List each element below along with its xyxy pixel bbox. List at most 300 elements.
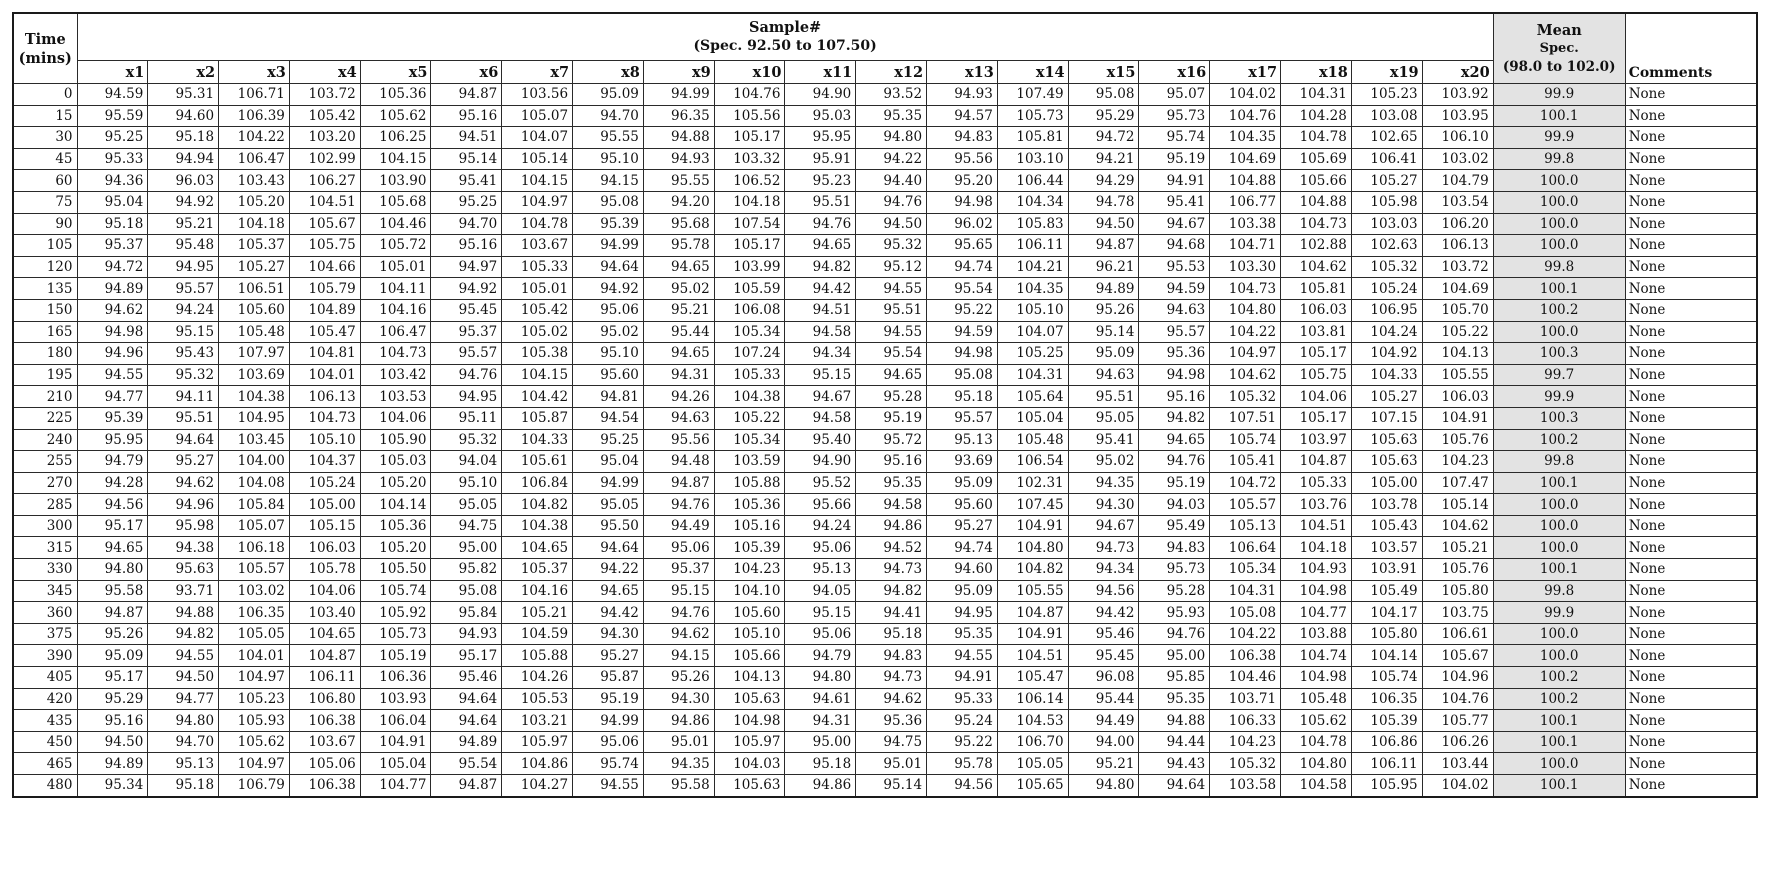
- mean-title: Mean: [1536, 21, 1582, 39]
- sample-value-cell: 94.55: [856, 278, 927, 300]
- sample-value-cell: 94.80: [856, 127, 927, 149]
- sample-value-cell: 104.87: [1281, 451, 1352, 473]
- sample-column-header: x16: [1139, 61, 1210, 84]
- sample-column-header: x1: [77, 61, 148, 84]
- sample-column-header: x6: [431, 61, 502, 84]
- sample-value-cell: 94.55: [856, 321, 927, 343]
- sample-value-cell: 94.98: [1139, 364, 1210, 386]
- sample-value-cell: 105.73: [360, 623, 431, 645]
- sample-value-cell: 105.13: [1210, 515, 1281, 537]
- sample-value-cell: 94.21: [1068, 148, 1139, 170]
- sample-column-header: x7: [502, 61, 573, 84]
- sample-value-cell: 94.65: [1139, 429, 1210, 451]
- sample-value-cell: 94.95: [148, 256, 219, 278]
- sample-value-cell: 95.27: [573, 645, 644, 667]
- sample-value-cell: 95.09: [1068, 343, 1139, 365]
- sample-value-cell: 95.45: [1068, 645, 1139, 667]
- sample-value-cell: 94.74: [927, 537, 998, 559]
- table-row: [13, 667, 1757, 689]
- sample-value-cell: 95.00: [785, 731, 856, 753]
- sample-value-cell: 106.38: [289, 775, 360, 797]
- sample-value-cell: 94.76: [1139, 451, 1210, 473]
- comment-cell: None: [1625, 364, 1757, 386]
- sample-value-cell: 105.32: [1210, 386, 1281, 408]
- sample-value-cell: 105.47: [289, 321, 360, 343]
- sample-value-cell: 105.42: [502, 299, 573, 321]
- sample-value-cell: 103.03: [1351, 213, 1422, 235]
- mean-cell: 100.0: [1493, 515, 1625, 537]
- sample-value-cell: 95.18: [927, 386, 998, 408]
- sample-value-cell: 105.76: [1422, 429, 1493, 451]
- sample-value-cell: 105.75: [1281, 364, 1352, 386]
- sample-value-cell: 95.72: [856, 429, 927, 451]
- table-row: [13, 451, 1757, 473]
- sample-value-cell: 104.97: [219, 753, 290, 775]
- sample-value-cell: 105.23: [219, 688, 290, 710]
- sample-value-cell: 103.44: [1422, 753, 1493, 775]
- sample-value-cell: 105.88: [714, 472, 785, 494]
- sample-value-cell: 94.49: [643, 515, 714, 537]
- sample-value-cell: 105.17: [714, 127, 785, 149]
- sample-value-cell: 105.93: [219, 710, 290, 732]
- sample-value-cell: 95.13: [148, 753, 219, 775]
- sample-value-cell: 105.07: [502, 105, 573, 127]
- sample-value-cell: 105.20: [360, 537, 431, 559]
- sample-value-cell: 95.10: [573, 343, 644, 365]
- sample-value-cell: 95.15: [643, 580, 714, 602]
- sample-value-cell: 103.30: [1210, 256, 1281, 278]
- sample-value-cell: 94.76: [431, 364, 502, 386]
- sample-value-cell: 104.66: [289, 256, 360, 278]
- sample-value-cell: 95.49: [1139, 515, 1210, 537]
- sample-value-cell: 95.19: [573, 688, 644, 710]
- sample-value-cell: 95.10: [431, 472, 502, 494]
- sample-value-cell: 95.60: [927, 494, 998, 516]
- mean-header: [1493, 13, 1625, 84]
- sample-value-cell: 94.92: [573, 278, 644, 300]
- time-header: [13, 13, 77, 84]
- sample-value-cell: 103.72: [1422, 256, 1493, 278]
- sample-column-header: x14: [997, 61, 1068, 84]
- mean-cell: 99.9: [1493, 127, 1625, 149]
- sample-value-cell: 95.57: [431, 343, 502, 365]
- sample-value-cell: 104.18: [714, 191, 785, 213]
- sample-value-cell: 95.08: [431, 580, 502, 602]
- sample-value-cell: 103.40: [289, 602, 360, 624]
- sample-value-cell: 104.77: [1281, 602, 1352, 624]
- sample-value-cell: 95.37: [643, 559, 714, 581]
- sample-value-cell: 94.87: [1068, 235, 1139, 257]
- sample-value-cell: 94.65: [643, 343, 714, 365]
- sample-value-cell: 104.26: [502, 667, 573, 689]
- sample-value-cell: 103.92: [1422, 84, 1493, 106]
- sample-value-cell: 95.18: [856, 623, 927, 645]
- sample-value-cell: 95.16: [431, 235, 502, 257]
- sample-value-cell: 95.18: [785, 753, 856, 775]
- sample-value-cell: 95.15: [785, 364, 856, 386]
- sample-value-cell: 105.97: [714, 731, 785, 753]
- sample-value-cell: 94.75: [431, 515, 502, 537]
- mean-cell: 99.7: [1493, 364, 1625, 386]
- sample-value-cell: 94.94: [148, 148, 219, 170]
- sample-value-cell: 107.47: [1422, 472, 1493, 494]
- sample-value-cell: 105.63: [714, 688, 785, 710]
- sample-value-cell: 104.82: [997, 559, 1068, 581]
- sample-value-cell: 94.50: [856, 213, 927, 235]
- sample-value-cell: 95.15: [785, 602, 856, 624]
- sample-value-cell: 104.28: [1281, 105, 1352, 127]
- sample-value-cell: 104.88: [1210, 170, 1281, 192]
- sample-value-cell: 105.00: [289, 494, 360, 516]
- sample-value-cell: 104.65: [289, 623, 360, 645]
- sample-value-cell: 105.20: [360, 472, 431, 494]
- sample-value-cell: 94.50: [148, 667, 219, 689]
- sample-value-cell: 95.02: [1068, 451, 1139, 473]
- time-cell: 30: [13, 127, 77, 149]
- sample-value-cell: 106.03: [1422, 386, 1493, 408]
- sample-value-cell: 105.80: [1351, 623, 1422, 645]
- sample-value-cell: 104.31: [1281, 84, 1352, 106]
- sample-value-cell: 104.16: [502, 580, 573, 602]
- time-cell: 285: [13, 494, 77, 516]
- sample-value-cell: 102.65: [1351, 127, 1422, 149]
- sample-value-cell: 95.78: [643, 235, 714, 257]
- sample-value-cell: 94.58: [785, 407, 856, 429]
- sample-value-cell: 95.59: [77, 105, 148, 127]
- comment-cell: None: [1625, 321, 1757, 343]
- sample-value-cell: 104.86: [502, 753, 573, 775]
- sample-value-cell: 94.86: [856, 515, 927, 537]
- table-row: [13, 429, 1757, 451]
- sample-value-cell: 95.87: [573, 667, 644, 689]
- time-cell: 150: [13, 299, 77, 321]
- table-row: [13, 321, 1757, 343]
- sample-value-cell: 95.48: [148, 235, 219, 257]
- sample-value-cell: 95.66: [785, 494, 856, 516]
- sample-value-cell: 95.06: [573, 299, 644, 321]
- sample-value-cell: 106.71: [219, 84, 290, 106]
- sample-value-cell: 94.90: [785, 84, 856, 106]
- sample-value-cell: 103.93: [360, 688, 431, 710]
- sample-value-cell: 96.02: [927, 213, 998, 235]
- sample-value-cell: 94.86: [785, 775, 856, 797]
- time-cell: 390: [13, 645, 77, 667]
- sample-value-cell: 104.51: [997, 645, 1068, 667]
- table-row: [13, 775, 1757, 797]
- sample-value-cell: 94.91: [1139, 170, 1210, 192]
- comment-cell: None: [1625, 645, 1757, 667]
- time-cell: 90: [13, 213, 77, 235]
- time-cell: 240: [13, 429, 77, 451]
- sample-value-cell: 106.27: [289, 170, 360, 192]
- sample-value-cell: 105.48: [219, 321, 290, 343]
- sample-value-cell: 95.45: [431, 299, 502, 321]
- sample-value-cell: 103.43: [219, 170, 290, 192]
- sample-value-cell: 103.97: [1281, 429, 1352, 451]
- time-cell: 330: [13, 559, 77, 581]
- sample-value-cell: 104.82: [502, 494, 573, 516]
- sample-value-cell: 95.25: [573, 429, 644, 451]
- sample-value-cell: 105.34: [714, 429, 785, 451]
- sample-value-cell: 106.25: [360, 127, 431, 149]
- sample-value-cell: 104.42: [502, 386, 573, 408]
- sample-value-cell: 103.71: [1210, 688, 1281, 710]
- sample-value-cell: 105.33: [502, 256, 573, 278]
- sample-value-cell: 94.49: [1068, 710, 1139, 732]
- sample-value-cell: 94.76: [643, 494, 714, 516]
- sample-value-cell: 94.59: [1139, 278, 1210, 300]
- sample-value-cell: 95.39: [573, 213, 644, 235]
- sample-value-cell: 105.63: [1351, 429, 1422, 451]
- table-row: [13, 602, 1757, 624]
- sample-value-cell: 106.04: [360, 710, 431, 732]
- sample-value-cell: 95.06: [573, 731, 644, 753]
- sample-value-cell: 105.33: [714, 364, 785, 386]
- sample-value-cell: 104.79: [1422, 170, 1493, 192]
- sample-value-cell: 94.24: [785, 515, 856, 537]
- sample-value-cell: 103.45: [219, 429, 290, 451]
- sample-value-cell: 105.17: [1281, 407, 1352, 429]
- time-cell: 465: [13, 753, 77, 775]
- sample-value-cell: 105.34: [1210, 559, 1281, 581]
- sample-value-cell: 105.27: [1351, 170, 1422, 192]
- sample-value-cell: 95.32: [148, 364, 219, 386]
- sample-value-cell: 104.38: [714, 386, 785, 408]
- sample-value-cell: 95.09: [77, 645, 148, 667]
- sample-value-cell: 104.17: [1351, 602, 1422, 624]
- sample-value-cell: 104.23: [714, 559, 785, 581]
- sample-value-cell: 104.33: [502, 429, 573, 451]
- sample-value-cell: 104.92: [1351, 343, 1422, 365]
- sample-column-header: x19: [1351, 61, 1422, 84]
- comment-cell: None: [1625, 170, 1757, 192]
- sample-value-cell: 104.97: [502, 191, 573, 213]
- sample-value-cell: 105.04: [997, 407, 1068, 429]
- sample-value-cell: 95.09: [927, 580, 998, 602]
- sample-value-cell: 94.65: [643, 256, 714, 278]
- sample-value-cell: 104.73: [289, 407, 360, 429]
- sample-value-cell: 95.22: [927, 731, 998, 753]
- sample-column-header: x18: [1281, 61, 1352, 84]
- sample-value-cell: 105.04: [360, 753, 431, 775]
- comment-cell: None: [1625, 688, 1757, 710]
- sample-value-cell: 105.66: [714, 645, 785, 667]
- sample-value-cell: 104.87: [289, 645, 360, 667]
- sample-value-cell: 105.03: [360, 451, 431, 473]
- table-body: [13, 84, 1757, 797]
- sample-value-cell: 106.61: [1422, 623, 1493, 645]
- sample-value-cell: 104.24: [1351, 321, 1422, 343]
- sample-value-cell: 95.36: [856, 710, 927, 732]
- sample-value-cell: 95.19: [1139, 472, 1210, 494]
- sample-value-cell: 104.11: [360, 278, 431, 300]
- sample-value-cell: 94.24: [148, 299, 219, 321]
- sample-value-cell: 95.21: [643, 299, 714, 321]
- sample-value-cell: 104.62: [1281, 256, 1352, 278]
- sample-value-cell: 104.34: [997, 191, 1068, 213]
- mean-spec-label: Spec.: [1539, 40, 1579, 56]
- sample-value-cell: 94.42: [573, 602, 644, 624]
- sample-value-cell: 106.64: [1210, 537, 1281, 559]
- sample-value-cell: 106.35: [1351, 688, 1422, 710]
- time-cell: 45: [13, 148, 77, 170]
- sample-value-cell: 95.52: [785, 472, 856, 494]
- sample-value-cell: 104.91: [997, 623, 1068, 645]
- sample-value-cell: 95.43: [148, 343, 219, 365]
- sample-value-cell: 95.08: [573, 191, 644, 213]
- sample-value-cell: 103.76: [1281, 494, 1352, 516]
- sample-value-cell: 95.21: [1068, 753, 1139, 775]
- mean-cell: 100.1: [1493, 731, 1625, 753]
- table-row: [13, 407, 1757, 429]
- sample-value-cell: 94.64: [573, 537, 644, 559]
- sample-value-cell: 103.99: [714, 256, 785, 278]
- sample-value-cell: 94.80: [1068, 775, 1139, 797]
- sample-value-cell: 103.90: [360, 170, 431, 192]
- sample-value-cell: 94.40: [856, 170, 927, 192]
- sample-value-cell: 94.76: [856, 191, 927, 213]
- sample-value-cell: 105.63: [1351, 451, 1422, 473]
- sample-value-cell: 104.02: [1422, 775, 1493, 797]
- mean-cell: 99.8: [1493, 256, 1625, 278]
- sample-value-cell: 94.03: [1139, 494, 1210, 516]
- sample-value-cell: 94.73: [856, 559, 927, 581]
- sample-value-cell: 94.64: [1139, 775, 1210, 797]
- sample-value-cell: 104.31: [1210, 580, 1281, 602]
- sample-value-cell: 103.53: [360, 386, 431, 408]
- sample-value-cell: 106.11: [289, 667, 360, 689]
- sample-value-cell: 107.15: [1351, 407, 1422, 429]
- sample-value-cell: 105.57: [1210, 494, 1281, 516]
- sample-value-cell: 94.51: [785, 299, 856, 321]
- sample-column-header: x17: [1210, 61, 1281, 84]
- sample-value-cell: 94.89: [431, 731, 502, 753]
- mean-cell: 100.2: [1493, 299, 1625, 321]
- sample-value-cell: 94.99: [573, 235, 644, 257]
- sample-value-cell: 105.81: [997, 127, 1068, 149]
- sample-value-cell: 105.42: [289, 105, 360, 127]
- sample-value-cell: 105.64: [997, 386, 1068, 408]
- sample-value-cell: 95.16: [1139, 386, 1210, 408]
- table-row: [13, 299, 1757, 321]
- sample-value-cell: 105.36: [360, 84, 431, 106]
- sample-value-cell: 105.01: [360, 256, 431, 278]
- comment-cell: None: [1625, 235, 1757, 257]
- sample-value-cell: 105.63: [714, 775, 785, 797]
- sample-value-cell: 94.00: [1068, 731, 1139, 753]
- sample-value-cell: 95.26: [643, 667, 714, 689]
- comment-cell: None: [1625, 537, 1757, 559]
- sample-value-cell: 105.81: [1281, 278, 1352, 300]
- sample-value-cell: 104.08: [219, 472, 290, 494]
- sample-value-cell: 105.21: [1422, 537, 1493, 559]
- sample-value-cell: 105.69: [1281, 148, 1352, 170]
- sample-value-cell: 105.39: [714, 537, 785, 559]
- sample-value-cell: 105.10: [289, 429, 360, 451]
- sample-value-cell: 95.22: [927, 299, 998, 321]
- sample-value-cell: 95.41: [1139, 191, 1210, 213]
- sample-value-cell: 94.99: [573, 710, 644, 732]
- sample-value-cell: 103.67: [289, 731, 360, 753]
- sample-column-header: x9: [643, 61, 714, 84]
- comment-cell: None: [1625, 731, 1757, 753]
- sample-value-cell: 94.57: [927, 105, 998, 127]
- sample-value-cell: 103.02: [1422, 148, 1493, 170]
- sample-value-cell: 104.62: [1210, 364, 1281, 386]
- sample-value-cell: 95.12: [856, 256, 927, 278]
- comment-cell: None: [1625, 559, 1757, 581]
- sample-value-cell: 95.73: [1139, 105, 1210, 127]
- sample-value-cell: 103.69: [219, 364, 290, 386]
- sample-value-cell: 94.79: [785, 645, 856, 667]
- sample-value-cell: 106.13: [289, 386, 360, 408]
- sample-value-cell: 105.56: [714, 105, 785, 127]
- sample-value-cell: 94.72: [1068, 127, 1139, 149]
- sample-value-cell: 106.18: [219, 537, 290, 559]
- sample-value-cell: 95.08: [927, 364, 998, 386]
- sample-value-cell: 105.62: [219, 731, 290, 753]
- sample-value-cell: 94.98: [927, 343, 998, 365]
- sample-value-cell: 104.51: [289, 191, 360, 213]
- sample-value-cell: 105.06: [289, 753, 360, 775]
- sample-value-cell: 95.27: [148, 451, 219, 473]
- mean-cell: 100.0: [1493, 645, 1625, 667]
- sample-value-cell: 95.29: [1068, 105, 1139, 127]
- sample-value-cell: 94.99: [643, 84, 714, 106]
- sample-value-cell: 96.03: [148, 170, 219, 192]
- sample-value-cell: 105.47: [997, 667, 1068, 689]
- mean-cell: 100.2: [1493, 688, 1625, 710]
- sample-value-cell: 94.95: [431, 386, 502, 408]
- sample-value-cell: 94.82: [856, 580, 927, 602]
- sample-value-cell: 104.78: [1281, 731, 1352, 753]
- sample-value-cell: 107.51: [1210, 407, 1281, 429]
- sample-value-cell: 95.04: [77, 191, 148, 213]
- mean-cell: 100.0: [1493, 623, 1625, 645]
- sample-value-cell: 104.77: [360, 775, 431, 797]
- sample-value-cell: 95.02: [573, 321, 644, 343]
- sample-value-cell: 94.91: [927, 667, 998, 689]
- sample-value-cell: 94.65: [856, 364, 927, 386]
- sample-value-cell: 106.47: [219, 148, 290, 170]
- sample-value-cell: 104.14: [1351, 645, 1422, 667]
- sample-value-cell: 105.80: [1422, 580, 1493, 602]
- sample-value-cell: 95.41: [1068, 429, 1139, 451]
- mean-cell: 99.9: [1493, 602, 1625, 624]
- sample-value-cell: 95.53: [1139, 256, 1210, 278]
- sample-value-cell: 95.17: [431, 645, 502, 667]
- sample-value-cell: 94.15: [573, 170, 644, 192]
- sample-value-cell: 104.21: [997, 256, 1068, 278]
- sample-value-cell: 104.46: [360, 213, 431, 235]
- sample-value-cell: 96.35: [643, 105, 714, 127]
- sample-value-cell: 104.76: [1210, 105, 1281, 127]
- mean-cell: 100.1: [1493, 559, 1625, 581]
- sample-value-cell: 105.87: [502, 407, 573, 429]
- sample-value-cell: 95.93: [1139, 602, 1210, 624]
- mean-cell: 99.9: [1493, 386, 1625, 408]
- sample-value-cell: 105.53: [502, 688, 573, 710]
- sample-value-cell: 94.26: [643, 386, 714, 408]
- mean-cell: 100.0: [1493, 191, 1625, 213]
- comment-cell: None: [1625, 580, 1757, 602]
- mean-cell: 100.2: [1493, 429, 1625, 451]
- sample-value-cell: 94.96: [148, 494, 219, 516]
- sample-value-cell: 95.18: [148, 127, 219, 149]
- sample-value-cell: 103.88: [1281, 623, 1352, 645]
- sample-value-cell: 94.77: [148, 688, 219, 710]
- sample-value-cell: 95.19: [856, 407, 927, 429]
